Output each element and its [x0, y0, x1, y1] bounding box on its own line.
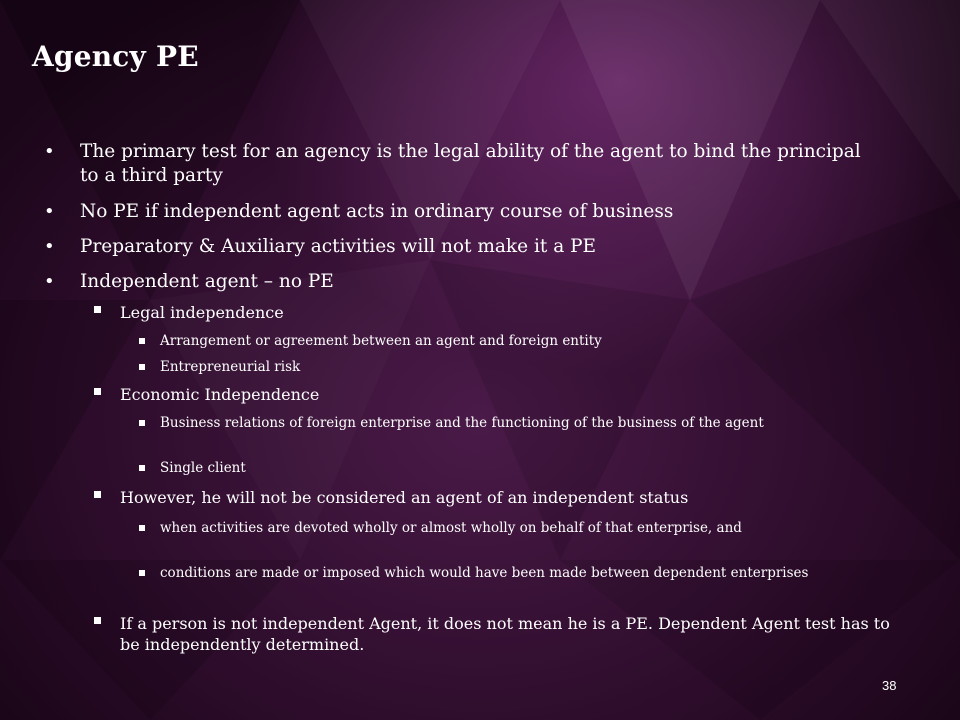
- sub-sub-conditions: conditions are made or imposed which would have been made between dependent enterprises: [160, 565, 890, 582]
- sub-if-person: If a person is not independent Agent, it does not mean he is a PE. Dependent Agent test has to be independently determined.: [120, 613, 890, 655]
- square-bullet-icon: [139, 338, 145, 344]
- square-bullet-icon: [94, 617, 101, 624]
- sub-sub-activities-devoted: when activities are devoted wholly or almost wholly on behalf of that enterprise, and: [160, 520, 890, 537]
- sub-sub-arrangement: Arrangement or agreement between an agent and foreign entity: [160, 333, 890, 350]
- square-bullet-icon: [94, 306, 101, 313]
- sub-however: However, he will not be considered an agent of an independent status: [120, 487, 890, 508]
- square-bullet-icon: [94, 491, 101, 498]
- sub-sub-single-client: Single client: [160, 460, 890, 477]
- sub-sub-business-relations: Business relations of foreign enterprise and the functioning of the business of the agent: [160, 415, 890, 432]
- square-bullet-icon: [94, 388, 101, 395]
- square-bullet-icon: [139, 465, 145, 471]
- sub-economic-independence: Economic Independence: [120, 384, 890, 405]
- bullet-dot-icon: •: [44, 141, 55, 162]
- bullet-preparatory: • Preparatory & Auxiliary activities will not make it a PE: [44, 236, 597, 257]
- slide-title: Agency PE: [32, 40, 199, 73]
- bullet-primary-test: • The primary test for an agency is the legal ability of the agent to bind the principal to a third party: [44, 141, 861, 186]
- square-bullet-icon: [139, 525, 145, 531]
- square-bullet-icon: [139, 570, 145, 576]
- square-bullet-icon: [139, 364, 145, 370]
- bullet-independent-agent: • Independent agent – no PE: [44, 271, 334, 292]
- sub-legal-independence: Legal independence: [120, 302, 890, 323]
- bullet-dot-icon: •: [44, 201, 55, 222]
- sub-sub-entrepreneurial-risk: Entrepreneurial risk: [160, 359, 890, 376]
- page-number: 38: [882, 678, 897, 693]
- square-bullet-icon: [139, 420, 145, 426]
- bullet-dot-icon: •: [44, 271, 55, 292]
- bullet-no-pe: • No PE if independent agent acts in ordinary course of business: [44, 201, 674, 222]
- bullet-dot-icon: •: [44, 236, 55, 257]
